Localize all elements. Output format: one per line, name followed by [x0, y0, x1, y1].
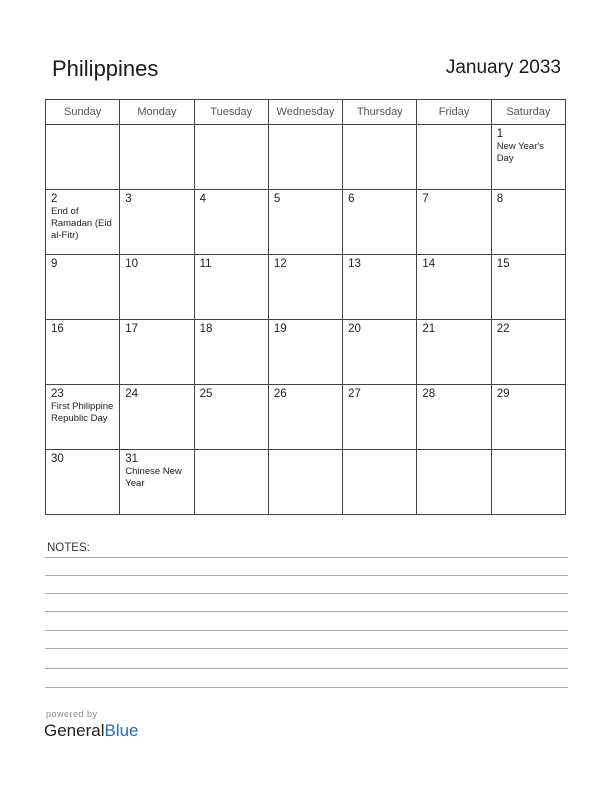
- day-cell: [417, 125, 491, 190]
- day-cell: [120, 385, 194, 450]
- day-cell: [194, 320, 268, 385]
- day-cell: [194, 190, 268, 255]
- day-cell: [491, 255, 565, 320]
- day-cell: [194, 125, 268, 190]
- week-row: [46, 255, 566, 320]
- day-cell: [120, 320, 194, 385]
- day-cell: [268, 385, 342, 450]
- day-cell: [46, 125, 120, 190]
- note-line: [45, 687, 568, 688]
- day-cell: [194, 255, 268, 320]
- day-cell: [268, 450, 342, 515]
- holiday-label: First Philippine Republic Day: [51, 401, 114, 424]
- month-year-title: January 2033: [445, 57, 561, 78]
- day-number: 22: [496, 323, 510, 335]
- calendar-grid: [45, 99, 566, 515]
- weekday-thursday: Thursday: [343, 100, 417, 125]
- day-cell: [343, 190, 417, 255]
- day-cell: [46, 450, 120, 515]
- day-cell: [417, 320, 491, 385]
- week-row: [46, 450, 566, 515]
- day-cell: [491, 450, 565, 515]
- day-cell: [268, 125, 342, 190]
- day-cell: [491, 385, 565, 450]
- day-number: 3: [125, 193, 132, 205]
- day-cell: [120, 190, 194, 255]
- day-number: 20: [348, 323, 361, 335]
- day-number: 19: [273, 323, 287, 335]
- powered-by-text: powered by: [46, 709, 98, 719]
- weekday-wednesday: Wednesday: [268, 100, 342, 125]
- day-number: 9: [51, 258, 58, 270]
- day-cell: [417, 190, 491, 255]
- day-number: 29: [496, 388, 510, 400]
- day-cell: [46, 255, 120, 320]
- day-cell: [417, 255, 491, 320]
- day-cell: [268, 255, 342, 320]
- generalblue-logo: [44, 721, 139, 741]
- holiday-label: New Year's Day: [496, 141, 544, 164]
- day-cell: [417, 450, 491, 515]
- note-line: [45, 668, 568, 669]
- note-line: [45, 575, 568, 576]
- note-line: [45, 630, 568, 631]
- day-number: 26: [273, 388, 287, 400]
- day-cell: [343, 385, 417, 450]
- week-row: [46, 320, 566, 385]
- day-cell: [46, 320, 120, 385]
- country-title: Philippines: [52, 56, 159, 81]
- note-line: [45, 557, 568, 558]
- day-number: 1: [496, 128, 504, 140]
- day-cell: [194, 450, 268, 515]
- holiday-label: End of Ramadan (Eid al-Fitr): [51, 206, 112, 241]
- day-number: 10: [125, 258, 139, 270]
- day-number: 17: [125, 323, 139, 335]
- notes-label: NOTES:: [47, 542, 90, 554]
- holiday-label: Chinese New Year: [125, 466, 182, 489]
- weekday-header-row: [46, 100, 566, 125]
- note-line: [45, 611, 568, 612]
- day-cell: [120, 255, 194, 320]
- day-number: 18: [199, 323, 213, 335]
- day-cell: [343, 255, 417, 320]
- day-cell: [491, 320, 565, 385]
- note-line: [45, 648, 568, 649]
- weekday-friday: Friday: [417, 100, 491, 125]
- day-cell: [46, 385, 120, 450]
- week-row: [46, 385, 566, 450]
- day-number: 16: [51, 323, 64, 335]
- day-cell: [491, 190, 565, 255]
- weekday-tuesday: Tuesday: [194, 100, 268, 125]
- day-number: 2: [51, 193, 58, 205]
- day-number: 8: [496, 193, 504, 205]
- day-cell: [194, 385, 268, 450]
- day-number: 11: [199, 258, 212, 270]
- note-line: [45, 593, 568, 594]
- day-number: 27: [348, 388, 361, 400]
- day-number: 28: [422, 388, 436, 400]
- day-number: 5: [273, 193, 281, 205]
- day-number: 4: [199, 193, 206, 205]
- brand-blue: Blue: [104, 721, 139, 740]
- day-cell: [120, 450, 194, 515]
- day-number: 15: [496, 258, 510, 270]
- day-cell: [268, 320, 342, 385]
- day-number: 6: [348, 193, 355, 205]
- weekday-saturday: Saturday: [491, 100, 565, 125]
- day-number: 21: [422, 323, 436, 335]
- day-number: 7: [422, 193, 429, 205]
- day-cell: [343, 450, 417, 515]
- day-cell: [417, 385, 491, 450]
- day-number: 31: [125, 453, 139, 465]
- weekday-sunday: Sunday: [46, 100, 120, 125]
- day-cell: [46, 190, 120, 255]
- day-number: 12: [273, 258, 287, 270]
- day-cell: [491, 125, 565, 190]
- day-number: 23: [51, 388, 64, 400]
- brand-general: General: [44, 721, 105, 740]
- day-cell: [120, 125, 194, 190]
- day-number: 14: [422, 258, 436, 270]
- week-row: [46, 190, 566, 255]
- day-number: 30: [51, 453, 64, 465]
- day-cell: [268, 190, 342, 255]
- weekday-monday: Monday: [120, 100, 194, 125]
- week-row: [46, 125, 566, 190]
- day-cell: [343, 320, 417, 385]
- day-cell: [343, 125, 417, 190]
- day-number: 24: [125, 388, 139, 400]
- day-number: 25: [199, 388, 213, 400]
- day-number: 13: [348, 258, 361, 270]
